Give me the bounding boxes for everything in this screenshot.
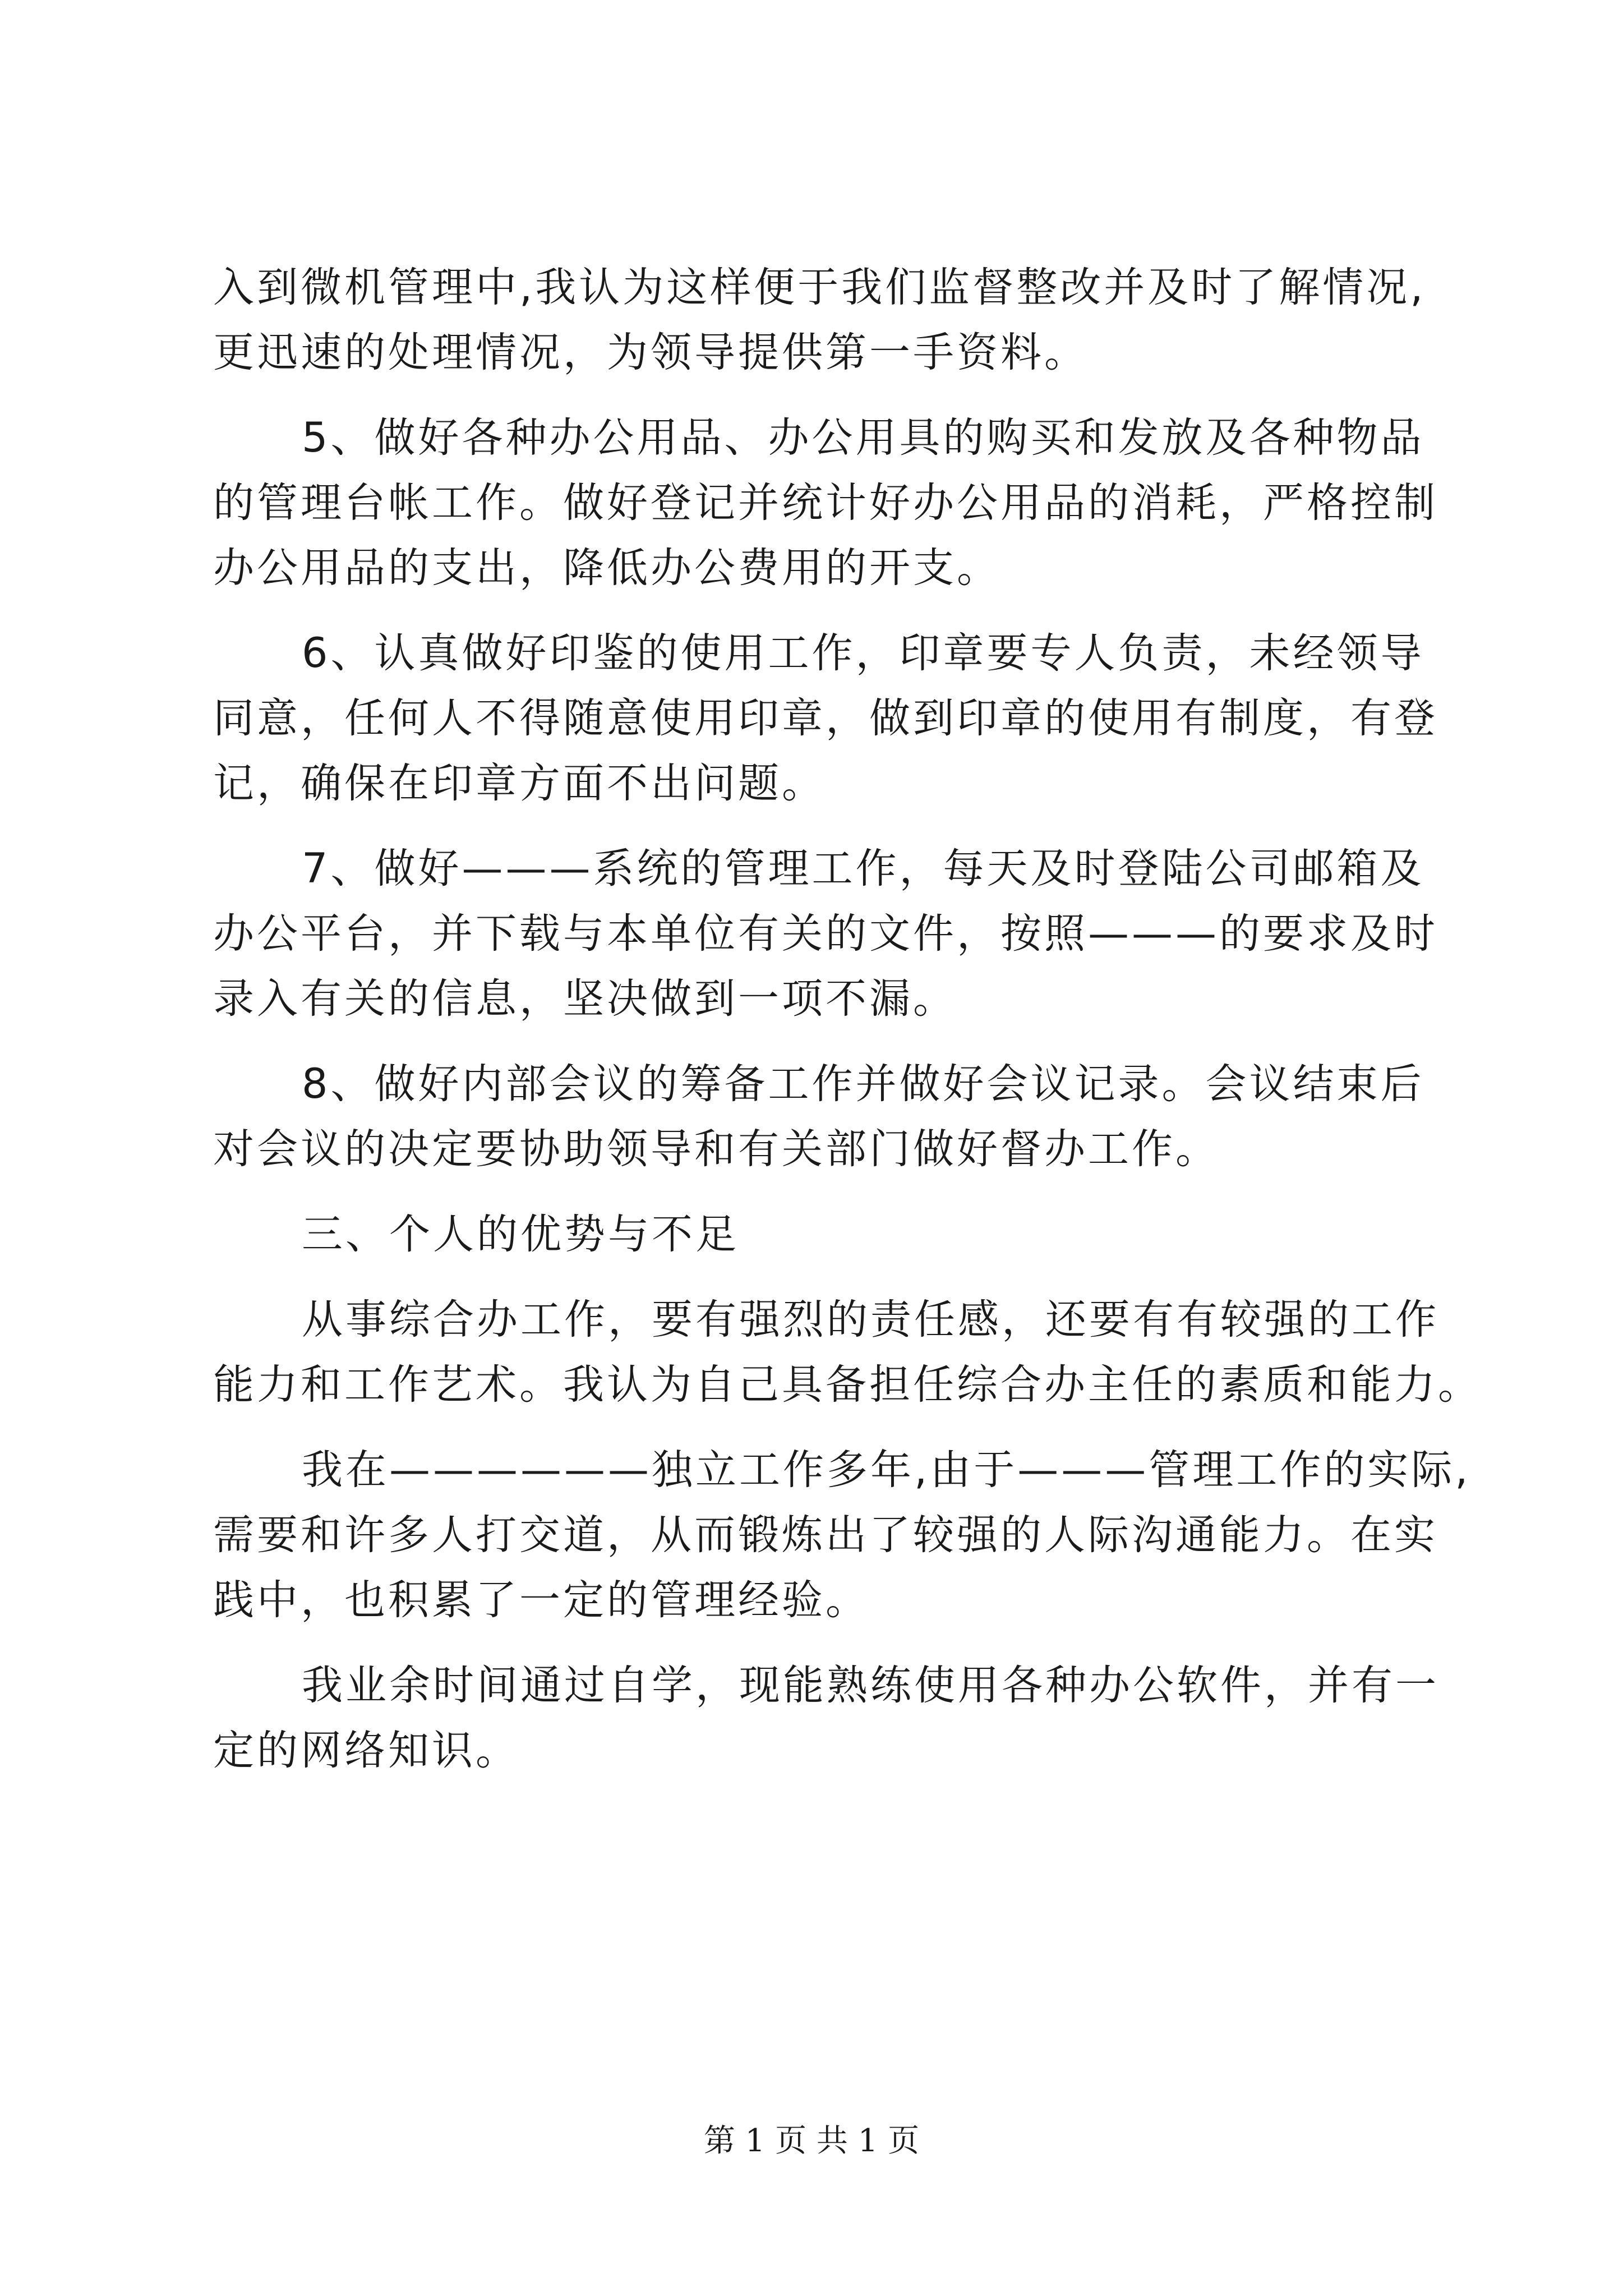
- paragraph-line: 能力和工作艺术。我认为自己具备担任综合办主任的素质和能力。: [213, 1361, 1482, 1409]
- paragraph-line: 7、做好———系统的管理工作，每天及时登陆公司邮箱及: [302, 845, 1424, 892]
- paragraph-line: 我业余时间通过自学，现能熟练使用各种办公软件，并有一: [302, 1662, 1439, 1709]
- paragraph-line: 5、做好各种办公用品、办公用具的购买和发放及各种物品: [302, 414, 1424, 462]
- document-body: [213, 255, 1482, 1783]
- paragraph-line: 我在——————独立工作多年,由于———管理工作的实际,: [302, 1446, 1471, 1494]
- paragraph-line: 从事综合办工作，要有强烈的责任感，还要有有较强的工作: [302, 1296, 1439, 1343]
- paragraph-line: 的管理台帐工作。做好登记并统计好办公用品的消耗，严格控制: [213, 479, 1438, 527]
- paragraph-line: 更迅速的处理情况，为领导提供第一手资料。: [213, 329, 1088, 376]
- paragraph-line: 6、认真做好印鉴的使用工作，印章要专人负责，未经领导: [302, 629, 1424, 677]
- paragraph-line: 录入有关的信息，坚决做到一项不漏。: [213, 975, 957, 1023]
- section-heading: 三、个人的优势与不足: [302, 1211, 739, 1258]
- paragraph-line: 办公用品的支出，降低办公费用的开支。: [213, 544, 1000, 592]
- paragraph-line: 办公平台，并下载与本单位有关的文件，按照———的要求及时: [213, 910, 1438, 958]
- page-number-footer: 第 1 页 共 1 页: [703, 2123, 920, 2159]
- paragraph-line: 同意，任何人不得随意使用印章，做到印章的使用有制度，有登: [213, 694, 1438, 742]
- paragraph-line: 定的网络知识。: [213, 1727, 519, 1774]
- paragraph-line: 8、做好内部会议的筹备工作并做好会议记录。会议结束后: [302, 1060, 1424, 1108]
- paragraph-line: 入到微机管理中,我认为这样便于我们监督整改并及时了解情况,: [213, 264, 1426, 311]
- paragraph-line: 践中，也积累了一定的管理经验。: [213, 1576, 869, 1624]
- paragraph-line: 记，确保在印章方面不出问题。: [213, 760, 826, 807]
- paragraph-line: 需要和许多人打交道，从而锻炼出了较强的人际沟通能力。在实: [213, 1511, 1438, 1559]
- paragraph-line: 对会议的决定要协助领导和有关部门做好督办工作。: [213, 1125, 1219, 1173]
